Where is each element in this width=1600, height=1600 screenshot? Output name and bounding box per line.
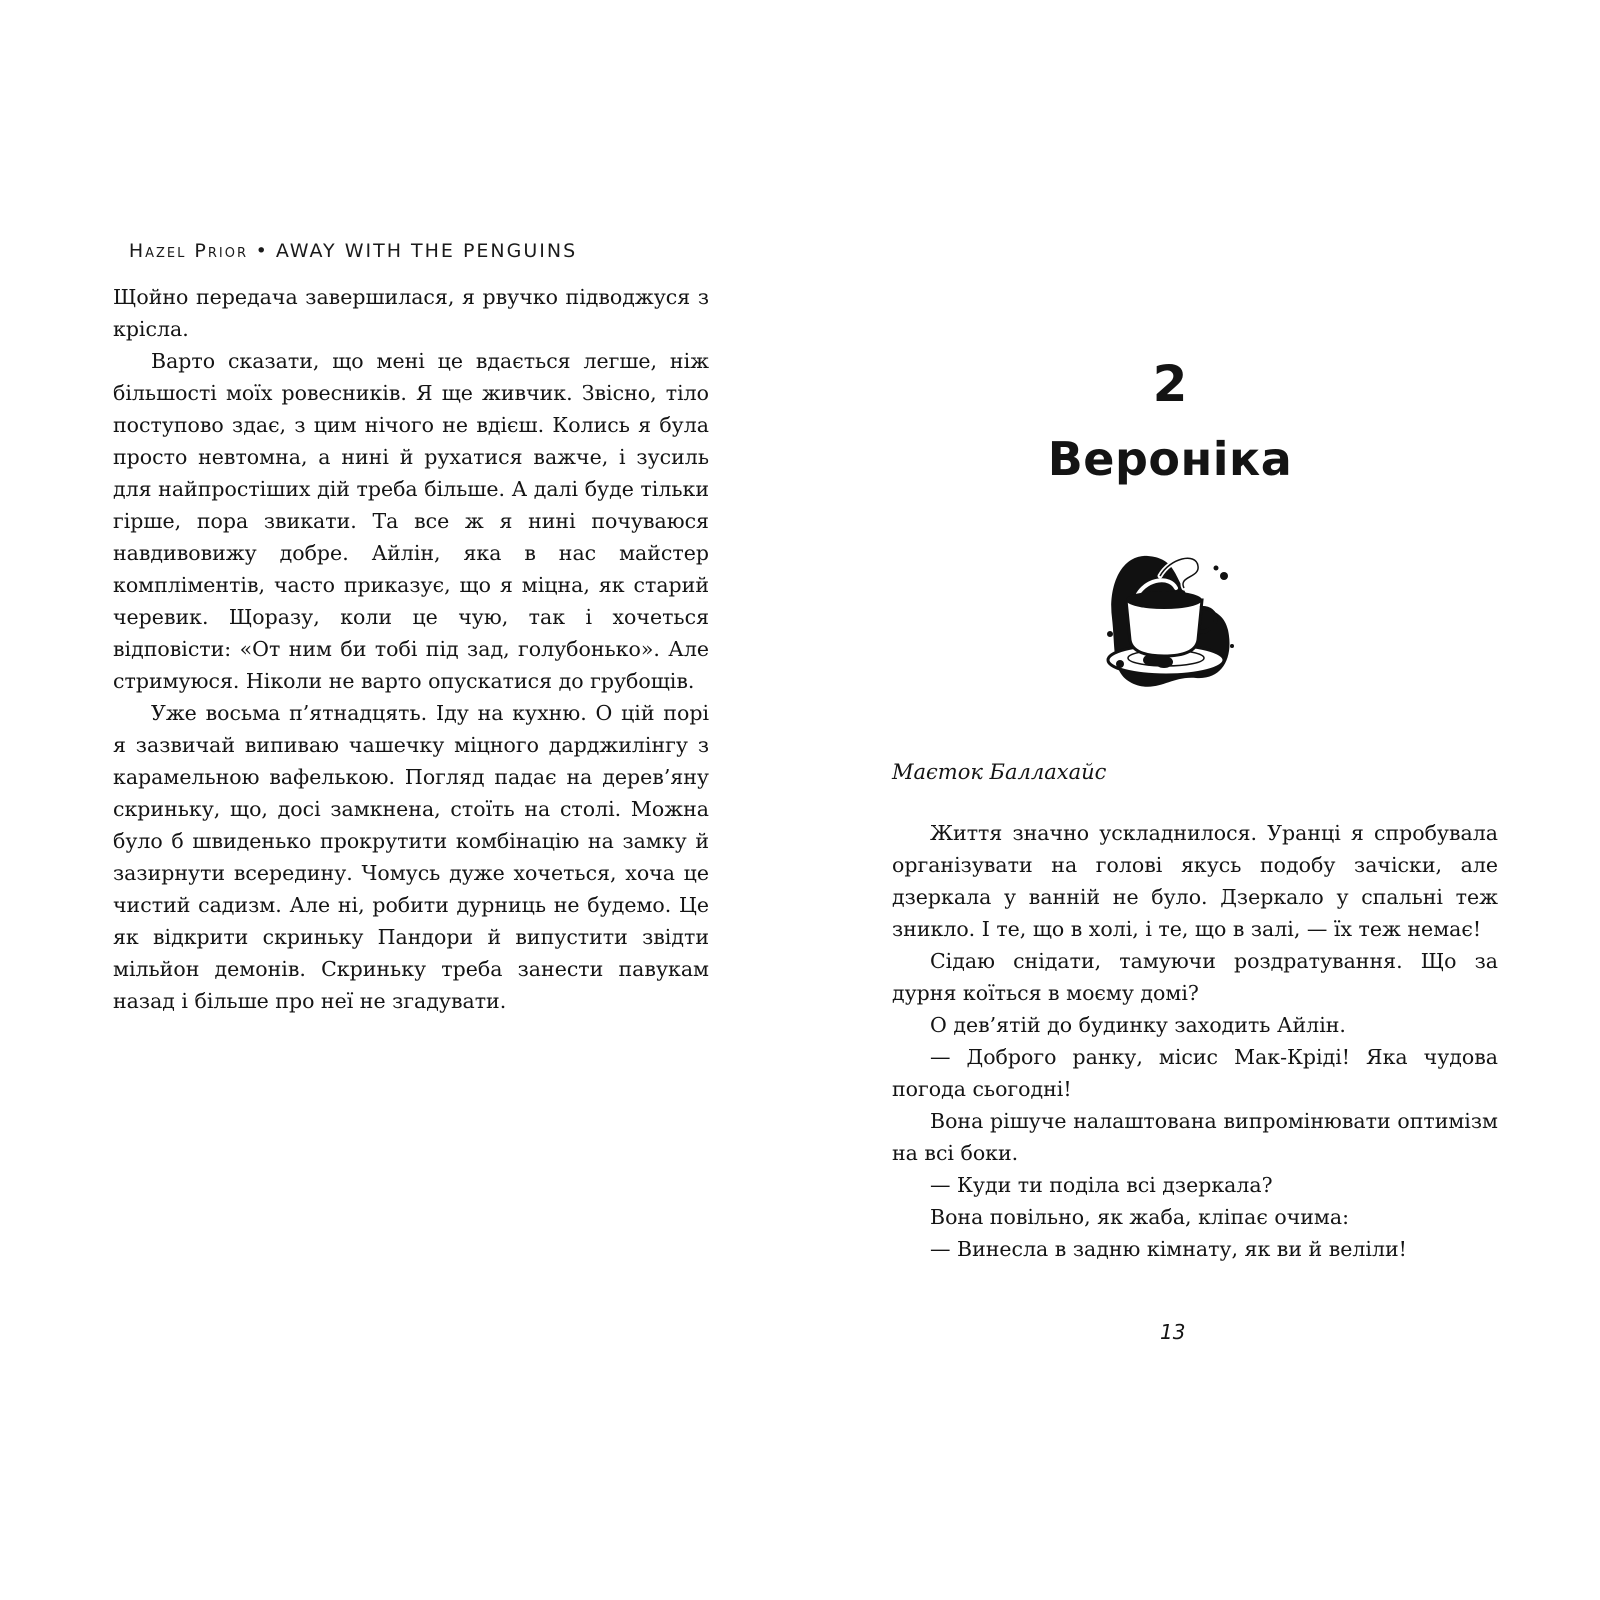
paragraph: Варто сказати, що мені це вдається легше, ніж більшості моїх ровесників. Я ще живчик. Звісно, тіло поступово здає, з цим нічого не вдієш. Колись я була просто невтомна, а нині й рухатися важче, і зусиль для найпростіших дій треба більше. А далі буде тільки гірше, пора звикати. Та все ж я нині почуваюся навдивовижу добре. Айлін, яка в нас майстер компліментів, часто приказує, що я міцна, як старий черевик. Щоразу, коли це чую, так і хочеться відповісти: «От ним би тобі під зад, голубонько». Але стримуюся. Ніколи не варто опускатися до грубощів. (113, 349, 709, 693)
page-number: 13 (1160, 1320, 1186, 1344)
paragraph: Щойно передача завершилася, я рвучко підводжуся з крісла. (113, 285, 709, 341)
header-book-title: AWAY WITH THE PENGUINS (275, 240, 578, 262)
paragraph: Життя значно ускладнилося. Уранці я спробувала організувати на голові якусь подобу зачіски, але дзеркала у ванній не було. Дзеркало у спальні теж зникло. І те, що в холі, і те, що в залі, — їх теж немає! (892, 821, 1498, 941)
paragraph: — Куди ти поділа всі дзеркала? (930, 1173, 1273, 1197)
paragraph: О дев’ятій до будинку заходить Айлін. (930, 1013, 1346, 1037)
running-header (113, 240, 593, 262)
right-page (800, 0, 1600, 1600)
header-author: Hazel Prior (128, 240, 249, 262)
place-heading: Маєток Баллахайс (892, 760, 1107, 784)
header-separator: • (255, 240, 269, 262)
chapter-number: 2 (1152, 355, 1188, 413)
chapter-title: Вероніка (1047, 432, 1293, 486)
right-body-text (892, 817, 1498, 1265)
coffee-cup-icon (1100, 548, 1240, 698)
paragraph: Вона повільно, як жаба, кліпає очима: (930, 1205, 1349, 1229)
paragraph: Сідаю снідати, тамуючи роздратування. Що за дурня коїться в моєму домі? (892, 949, 1498, 1005)
paragraph: — Винесла в задню кімнату, як ви й веліли! (930, 1237, 1407, 1261)
left-body-text (113, 281, 709, 1017)
paragraph: — Доброго ранку, місис Мак-Кріді! Яка чудова погода сьогодні! (892, 1045, 1498, 1101)
paragraph: Уже восьма п’ятнадцять. Іду на кухню. О цій порі я зазвичай випиваю чашечку міцного дарджилінгу з карамельною вафелькою. Погляд падає на дерев’яну скриньку, що, досі замкнена, стоїть на столі. Можна було б швиденько прокрутити комбінацію на замку й зазирнути всередину. Чомусь дуже хочеться, хоча це чистий садизм. Але ні, робити дурниць не будемо. Це як відкрити скриньку Пандори й випустити звідти мільйон демонів. Скриньку треба занести павукам назад і більше про неї не згадувати. (113, 701, 709, 1013)
paragraph: Вона рішуче налаштована випромінювати оптимізм на всі боки. (892, 1109, 1498, 1165)
